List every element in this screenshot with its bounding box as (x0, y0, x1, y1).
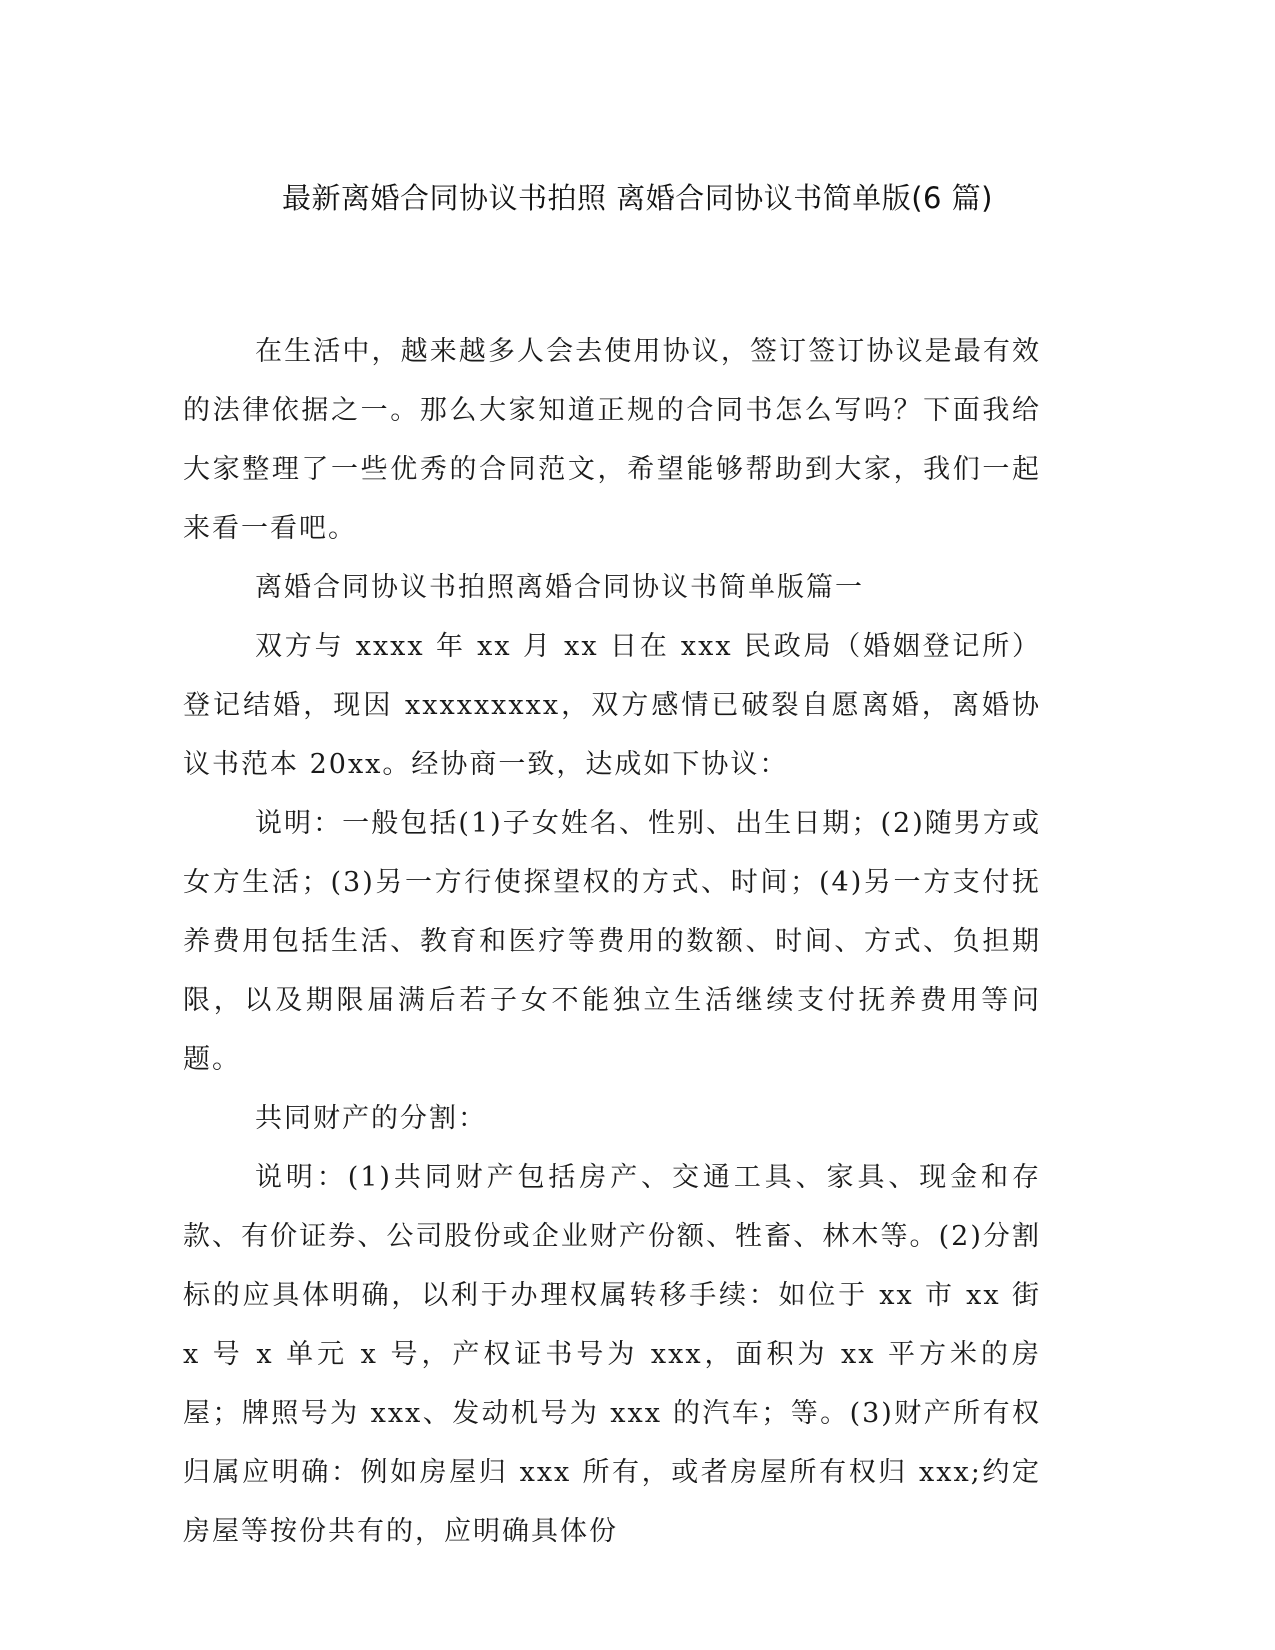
paragraph-property-note: 说明：(1)共同财产包括房产、交通工具、家具、现金和存款、有价证券、公司股份或企业财产份额、牲畜、林木等。(2)分割标的应具体明确，以利于办理权属转移手续：如位于 xx 市 xx 街 x 号 x 单元 x 号，产权证书号为 xxx，面积为 xx 平方米的房屋；牌照号为 xxx、发动机号为 xxx 的汽车；等。(3)财产所有权归属应明确：例如房屋归 xxx 所有，或者房屋所有权归 xxx;约定房屋等按份共有的，应明确具体份 (183, 1162, 1041, 1547)
paragraph-section-heading: 离婚合同协议书拍照离婚合同协议书简单版篇一 (255, 572, 864, 603)
paragraph-marriage-statement: 双方与 xxxx 年 xx 月 xx 日在 xxx 民政局（婚姻登记所）登记结婚，现因 xxxxxxxxx，双方感情已破裂自愿离婚，离婚协议书范本 20xx。经协商一致，达成如下协议： (183, 631, 1041, 780)
document-title: 最新离婚合同协议书拍照 离婚合同协议书简单版(6 篇) (281, 181, 994, 215)
paragraph-children-note: 说明：一般包括(1)子女姓名、性别、出生日期；(2)随男方或女方生活；(3)另一方行使探望权的方式、时间；(4)另一方支付抚养费用包括生活、教育和医疗等费用的数额、时间、方式、负担期限，以及期限届满后若子女不能独立生活继续支付抚养费用等问题。 (183, 808, 1041, 1075)
paragraph-intro: 在生活中，越来越多人会去使用协议，签订签订协议是最有效的法律依据之一。那么大家知道正规的合同书怎么写吗？下面我给大家整理了一些优秀的合同范文，希望能够帮助到大家，我们一起来看一看吧。 (183, 336, 1041, 544)
document-body (183, 322, 1041, 1561)
paragraph-property-heading: 共同财产的分割： (255, 1103, 487, 1134)
